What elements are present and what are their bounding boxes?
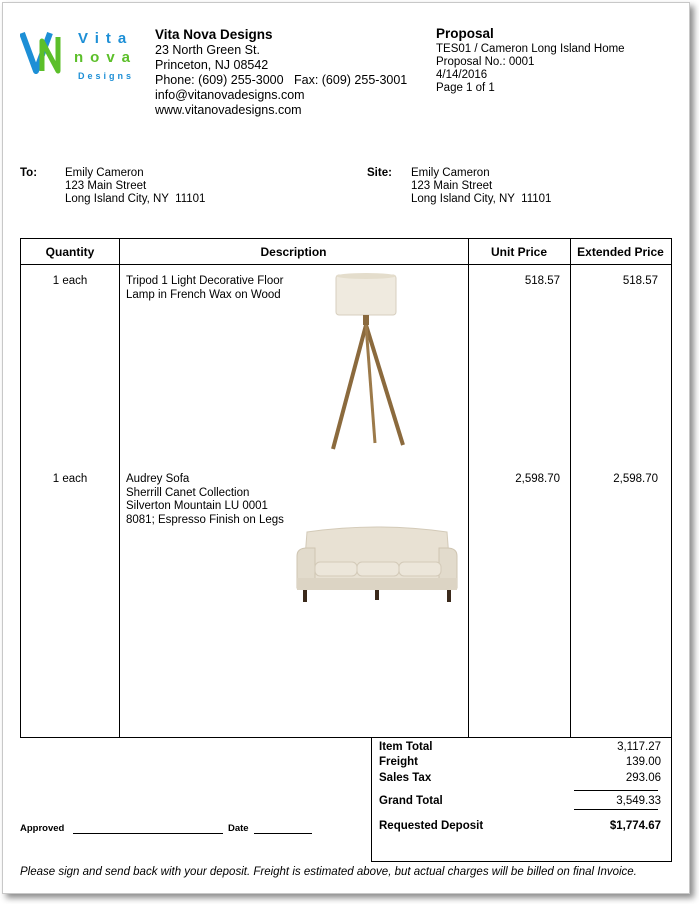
floor-lamp-image — [293, 267, 433, 452]
item-1-extended-price: 518.57 — [622, 275, 658, 287]
item-2-desc-line: 8081; Espresso Finish on Legs — [126, 513, 284, 526]
site-name: Emily Cameron — [411, 167, 490, 179]
footer-note: Please sign and send back with your deposit. Freight is estimated above, but actual charges will be billed on final Invoice. — [20, 866, 637, 878]
company-name: Vita Nova Designs — [155, 27, 273, 42]
date-label: Date — [228, 823, 249, 834]
item-1-quantity: 1 each — [52, 275, 88, 287]
to-name: Emily Cameron — [65, 167, 144, 179]
site-street: 123 Main Street — [411, 180, 493, 192]
proposal-info — [436, 27, 625, 95]
logo-word-nova: nova — [74, 49, 138, 66]
proposal-date: 4/14/2016 — [436, 69, 488, 81]
grand-total-label: Grand Total — [379, 795, 443, 807]
header-extended-price: Extended Price — [570, 239, 671, 265]
requested-deposit-value: $1,774.67 — [609, 820, 661, 832]
proposal-page — [2, 2, 690, 894]
freight-label: Freight — [379, 756, 418, 768]
column-divider — [119, 239, 120, 737]
logo-word-designs: Designs — [78, 71, 135, 81]
header-unit-price: Unit Price — [468, 239, 570, 265]
item-1-desc-line: Lamp in French Wax on Wood — [126, 288, 281, 301]
proposal-number: Proposal No.: 0001 — [436, 56, 535, 68]
proposal-page-count: Page 1 of 1 — [436, 82, 495, 94]
line-items-table — [20, 238, 672, 738]
item-2-quantity: 1 each — [52, 473, 88, 485]
logo-word-vita: Vita — [78, 30, 134, 47]
proposal-project: TES01 / Cameron Long Island Home — [436, 43, 625, 55]
company-email: info@vitanovadesigns.com — [155, 88, 305, 102]
requested-deposit-label: Requested Deposit — [379, 820, 484, 832]
approval-date-line[interactable] — [254, 833, 312, 834]
site-city: Long Island City, NY 11101 — [411, 193, 552, 205]
header-description: Description — [119, 239, 468, 265]
sales-tax-label: Sales Tax — [379, 772, 432, 784]
to-label: To: — [20, 167, 38, 179]
item-2-description — [126, 473, 284, 527]
item-total-label: Item Total — [379, 741, 433, 753]
totals-box — [371, 738, 672, 862]
grand-total-value: 3,549.33 — [616, 795, 661, 807]
company-web: www.vitanovadesigns.com — [155, 103, 302, 117]
grand-total-rule — [574, 790, 658, 791]
item-2-extended-price: 2,598.70 — [613, 473, 658, 485]
item-total-value: 3,117.27 — [617, 741, 661, 753]
approved-label: Approved — [20, 823, 65, 834]
sales-tax-value: 293.06 — [625, 772, 661, 784]
item-1-description — [126, 275, 283, 302]
item-2-desc-line: Sherrill Canet Collection — [126, 486, 250, 499]
freight-value: 139.00 — [625, 756, 661, 768]
column-divider — [468, 239, 469, 737]
to-address — [65, 167, 205, 206]
header-quantity: Quantity — [21, 239, 119, 265]
item-2-unit-price: 2,598.70 — [515, 473, 560, 485]
grand-total-rule — [574, 809, 658, 810]
site-address — [411, 167, 551, 206]
company-phone: Phone: (609) 255-3000 Fax: (609) 255-3001 — [155, 73, 408, 87]
approved-signature-line[interactable] — [73, 833, 223, 834]
sofa-image — [293, 522, 461, 612]
item-1-unit-price: 518.57 — [524, 275, 560, 287]
item-1-desc-line: Tripod 1 Light Decorative Floor — [126, 275, 284, 287]
company-logo — [20, 25, 150, 85]
to-city: Long Island City, NY 11101 — [65, 193, 206, 205]
item-2-desc-line: Audrey Sofa — [126, 473, 190, 485]
proposal-title: Proposal — [436, 26, 494, 41]
site-label: Site: — [367, 167, 392, 179]
item-2-desc-line: Silverton Mountain LU 0001 — [126, 500, 268, 512]
company-city: Princeton, NJ 08542 — [155, 58, 269, 72]
company-street: 23 North Green St. — [155, 43, 260, 57]
column-divider — [570, 239, 571, 737]
company-info — [155, 27, 407, 118]
to-street: 123 Main Street — [65, 180, 147, 192]
